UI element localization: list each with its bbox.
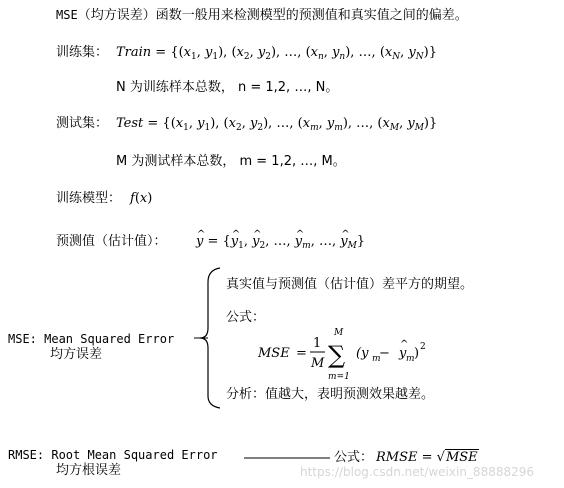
mse-formula-power: 2 — [420, 342, 426, 352]
mse-formula-sigma: ∑ — [328, 341, 346, 369]
svg-text:^: ^ — [400, 339, 409, 350]
model-label: 训练模型： — [56, 191, 122, 206]
mse-name-en: MSE: Mean Squared Error — [8, 332, 175, 346]
mse-definition: 真实值与预测值（估计值）差平方的期望。 — [226, 277, 474, 292]
model-formula: f(x) — [130, 191, 153, 206]
mse-formula-yhat: y — [399, 346, 407, 361]
mse-formula-sum-upper: M — [334, 328, 344, 338]
test-set-formula: Test = {($x_1$, $y_1$), ($x_2$, $y_2$), …, ($x_m$, $y_m$), …, ($x_M$, $y_M$)} — [116, 116, 438, 133]
mse-formula-close: ) — [414, 346, 420, 361]
train-set-formula: Train = {($x_1$, $y_1$), ($x_2$, $y_2$), …, ($x_n$, $y_n$), …, ($x_N$, $y_N$)} — [116, 45, 437, 62]
mse-name-cn: 均方误差 — [50, 347, 103, 362]
mse-formula — [258, 327, 458, 387]
mse-formula-sum-lower: m=1 — [328, 372, 350, 382]
rmse-name-en: RMSE: Root Mean Squared Error — [8, 448, 218, 462]
mse-formula-body: (y — [356, 346, 369, 361]
mse-formula-label: 公式： — [226, 310, 266, 325]
watermark: https://blog.csdn.net/weixin_88888296 — [300, 465, 535, 479]
mse-formula-sub1: m — [372, 354, 381, 364]
rmse-name-cn: 均方根误差 — [56, 463, 122, 478]
prediction-label: 预测值（估计值）： — [56, 234, 167, 249]
mse-formula-eq: = — [296, 346, 307, 361]
train-set-label: 训练集： — [56, 45, 109, 60]
mse-formula-numerator: 1 — [313, 336, 322, 351]
mse-formula-denominator: M — [311, 356, 325, 371]
intro-text: MSE（均方误差）函数一般用来检测模型的预测值和真实值之间的偏差。 — [56, 8, 468, 23]
mse-formula-sub2: m — [406, 354, 415, 364]
test-set-note: M 为测试样本总数， m = 1,2, …, M。 — [116, 154, 346, 169]
train-set-note: N 为训练样本总数， n = 1,2, …, N。 — [116, 80, 339, 95]
rmse-formula-label: 公式： — [334, 450, 374, 465]
mse-formula-minus: − — [379, 346, 390, 361]
mse-analysis: 分析：值越大，表明预测效果越差。 — [226, 387, 435, 402]
prediction-formula: ^ y = {^ $y_1$, ^ $y_2$, …, ^ $y_m$, …, ^ $y_M$} — [196, 233, 365, 251]
rmse-formula: RMSE = √MSE — [376, 450, 478, 465]
test-set-label: 测试集： — [56, 116, 109, 131]
mse-formula-lhs: MSE — [258, 346, 290, 361]
